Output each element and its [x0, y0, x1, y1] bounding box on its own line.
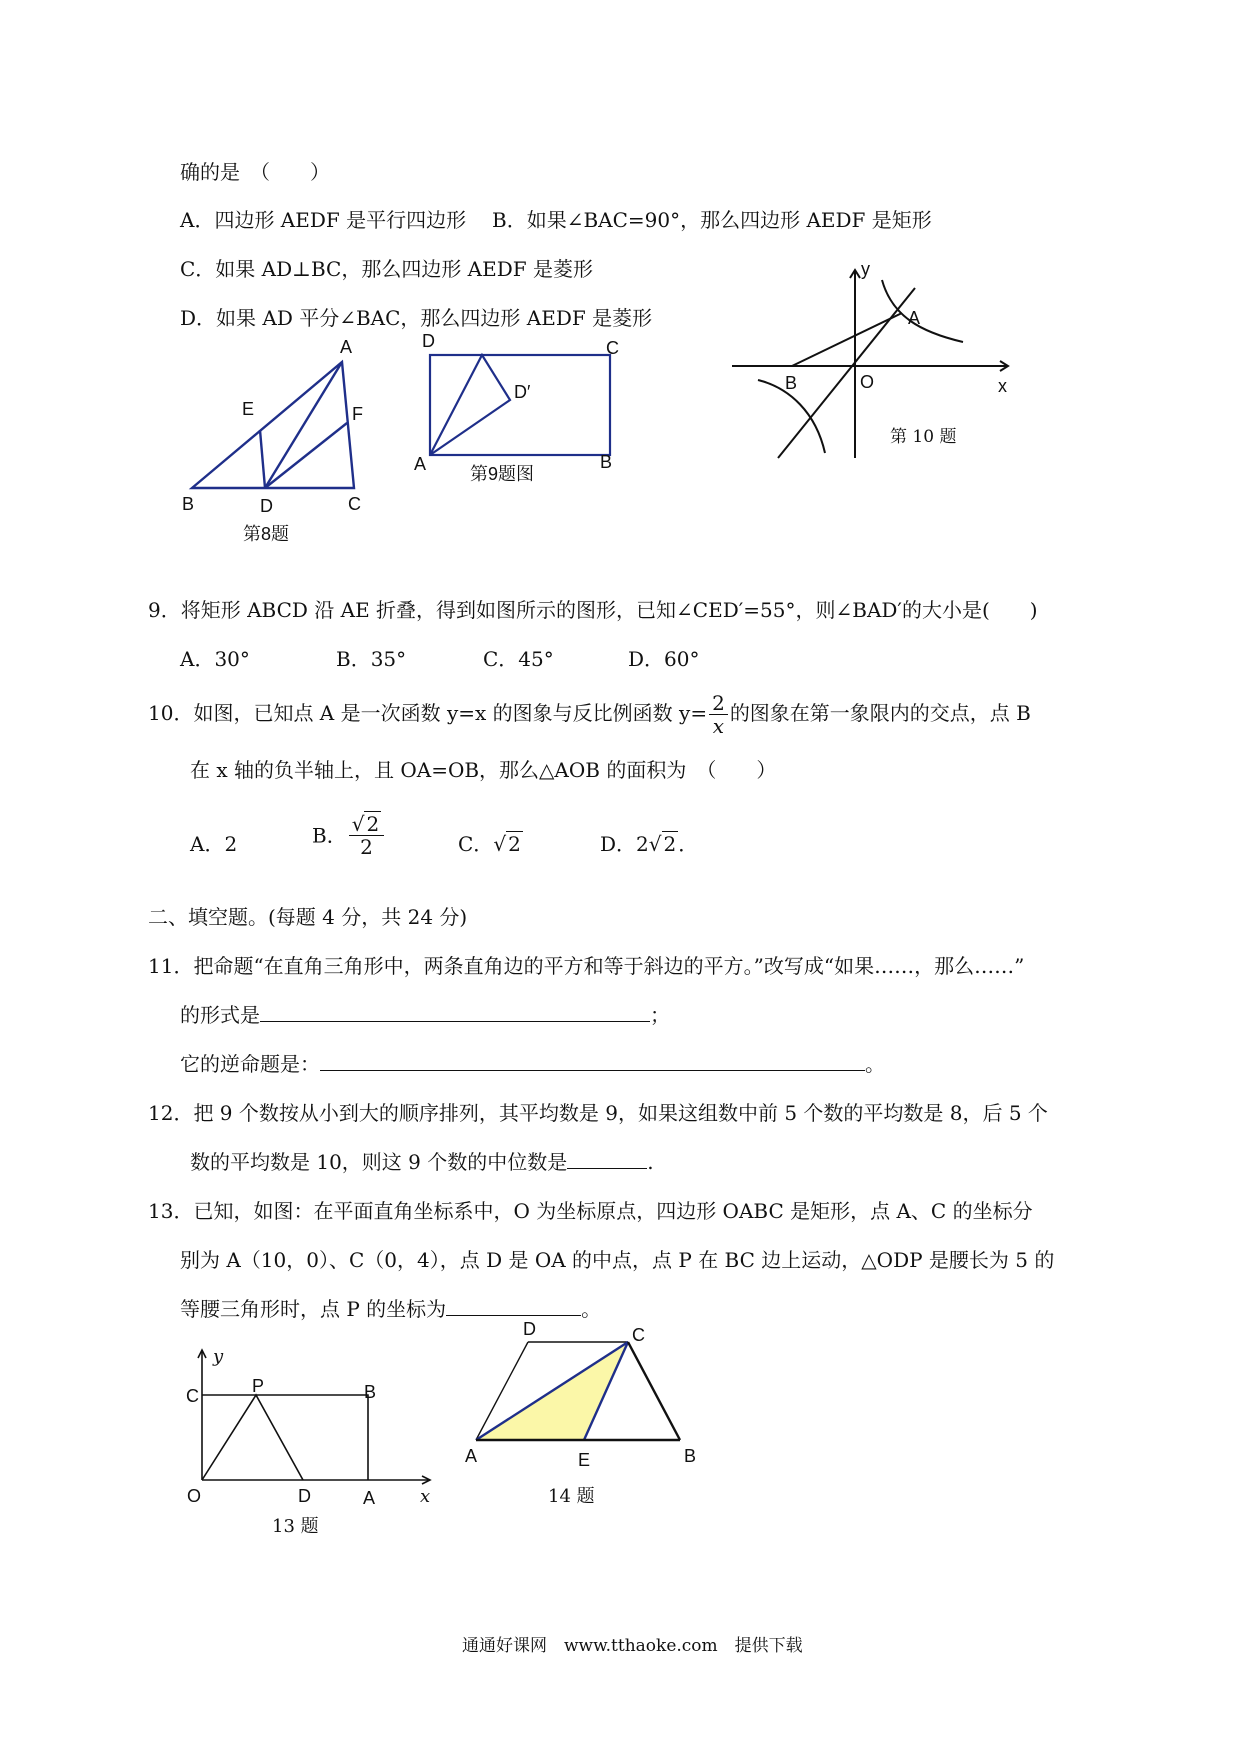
- fig10-label-b: B: [785, 373, 798, 393]
- fig13-label-o: O: [187, 1486, 202, 1506]
- fig9-label-c: C: [606, 338, 619, 358]
- fig10-label-a: A: [908, 308, 921, 328]
- q8-option-a: A．四边形 AEDF 是平行四边形: [180, 208, 467, 232]
- fig13-label-c: C: [186, 1386, 199, 1406]
- q11-line3: [180, 1052, 885, 1076]
- fig9-caption: 第9题图: [470, 464, 535, 484]
- fig13-label-x: x: [420, 1486, 431, 1507]
- fig8-label-a: A: [340, 337, 353, 357]
- q10-option-b-frac: [349, 813, 384, 858]
- q11-blank-1[interactable]: [260, 1003, 650, 1022]
- fig8-caption: 第8题: [243, 524, 290, 544]
- q9-option-c: C．45°: [483, 647, 554, 671]
- q10-option-d-rad: 2: [663, 832, 677, 856]
- fig9-label-dprime: D′: [514, 382, 531, 402]
- q12-blank[interactable]: [567, 1150, 647, 1169]
- figure-10: [730, 258, 1020, 458]
- q8-option-d: D．如果 AD 平分∠BAC，那么四边形 AEDF 是菱形: [180, 306, 653, 330]
- q8-option-c: C．如果 AD⊥BC，那么四边形 AEDF 是菱形: [180, 257, 593, 281]
- q13-line2: 别为 A（10，0）、C（0，4），点 D 是 OA 的中点，点 P 在 BC 边上运动，△ODP 是腰长为 5 的: [180, 1248, 1055, 1272]
- q9-option-b: B．35°: [336, 647, 407, 671]
- figure-8: [170, 330, 390, 550]
- fig13-label-d: D: [298, 1486, 311, 1506]
- q11-line2-text: 的形式是: [180, 1003, 260, 1027]
- q9-option-d: D．60°: [628, 647, 700, 671]
- q12-line1: 12．把 9 个数按从小到大的顺序排列，其平均数是 9，如果这组数中前 5 个数的平均数是 8，后 5 个: [148, 1101, 1048, 1125]
- q11-line3-text: 它的逆命题是：: [180, 1052, 320, 1076]
- q13-line3-end: 。: [581, 1297, 602, 1321]
- fig8-label-e: E: [242, 399, 255, 419]
- q10-stem: [148, 692, 1031, 737]
- q10-option-c-label: C．: [458, 832, 494, 856]
- q11-line2-end: ；: [650, 1003, 670, 1027]
- q10-frac-num: 2: [709, 692, 728, 715]
- fig10-caption: 第 10 题: [890, 427, 957, 447]
- q10-option-a: A．2: [190, 832, 238, 856]
- q10-line2: 在 x 轴的负半轴上，且 OA=OB，那么△AOB 的面积为 （ ）: [190, 758, 777, 782]
- fig8-label-c: C: [348, 494, 361, 514]
- q12-line2-end: .: [647, 1150, 654, 1174]
- fig14-label-c: C: [632, 1325, 645, 1345]
- figure-13: [180, 1340, 440, 1520]
- fig10-label-y: y: [861, 259, 870, 279]
- fig8-label-f: F: [352, 404, 363, 424]
- fig14-label-a: A: [465, 1446, 478, 1466]
- q10-option-b: [312, 813, 386, 858]
- q10-option-b-den: 2: [360, 835, 373, 859]
- q13-line1: 13．已知，如图：在平面直角坐标系中，O 为坐标原点，四边形 OABC 是矩形，点 A、C 的坐标分: [148, 1199, 1033, 1223]
- q10-option-b-num: √ 2: [349, 813, 384, 836]
- q8-option-b: B．如果∠BAC=90°，那么四边形 AEDF 是矩形: [492, 208, 932, 232]
- fig13-label-y: y: [213, 1346, 224, 1367]
- fig8-label-d: D: [260, 496, 273, 516]
- fig9-label-a: A: [414, 454, 427, 474]
- q10-option-d-label: D．2: [600, 832, 649, 856]
- q10-option-b-label: B．: [312, 823, 347, 848]
- fig10-label-o: O: [860, 372, 875, 392]
- fig13-label-b: B: [364, 1382, 377, 1402]
- q10-option-b-rad: 2: [366, 812, 380, 836]
- fig14-label-b: B: [684, 1446, 697, 1466]
- page-footer: 通通好课网 www.tthaoke.com 提供下载: [462, 1636, 803, 1656]
- q11-line2: [180, 1003, 670, 1027]
- q13-blank[interactable]: [446, 1297, 581, 1316]
- section-2-heading: 二、填空题。(每题 4 分，共 24 分): [148, 905, 468, 929]
- q11-blank-2[interactable]: [320, 1052, 865, 1071]
- figure-14: [460, 1320, 720, 1480]
- q10-stem-pre: 10．如图，已知点 A 是一次函数 y=x 的图象与反比例函数 y=: [148, 701, 708, 725]
- q12-line2: [190, 1150, 654, 1174]
- q12-line2-text: 数的平均数是 10，则这 9 个数的中位数是: [190, 1150, 568, 1174]
- fig9-label-b: B: [600, 452, 613, 472]
- fig13-caption: 13 题: [272, 1516, 319, 1537]
- fig13-label-p: P: [252, 1376, 265, 1396]
- q13-line3: [180, 1297, 601, 1321]
- fig14-label-e: E: [578, 1450, 591, 1470]
- fig13-label-a: A: [363, 1488, 376, 1508]
- q13-line3-text: 等腰三角形时，点 P 的坐标为: [180, 1297, 447, 1321]
- q10-stem-post: 的图象在第一象限内的交点，点 B: [729, 701, 1031, 725]
- fig8-label-b: B: [182, 494, 195, 514]
- fig14-label-d: D: [523, 1319, 536, 1339]
- q9-stem: 9．将矩形 ABCD 沿 AE 折叠，得到如图所示的图形，已知∠CED′=55°，则∠BAD′的大小是( ): [148, 598, 1038, 622]
- q9-option-a: A．30°: [180, 647, 250, 671]
- q10-frac-den: x: [712, 714, 725, 738]
- fig9-label-d: D: [422, 331, 435, 351]
- q10-fraction: [709, 692, 728, 737]
- q10-option-c: C．√ 2: [458, 832, 521, 856]
- q8-stem-tail: 确的是 （ ）: [180, 160, 330, 184]
- q11-line3-end: 。: [865, 1052, 885, 1076]
- fig10-label-x: x: [998, 376, 1007, 396]
- q10-option-c-rad: 2: [508, 832, 521, 856]
- q11-line1: 11．把命题“在直角三角形中，两条直角边的平方和等于斜边的平方。”改写成“如果……，那么……”: [148, 954, 1025, 978]
- q10-option-d: D．2√ 2 ．: [600, 832, 699, 856]
- fig14-caption: 14 题: [548, 1486, 595, 1507]
- q10-option-d-end: ．: [678, 832, 699, 856]
